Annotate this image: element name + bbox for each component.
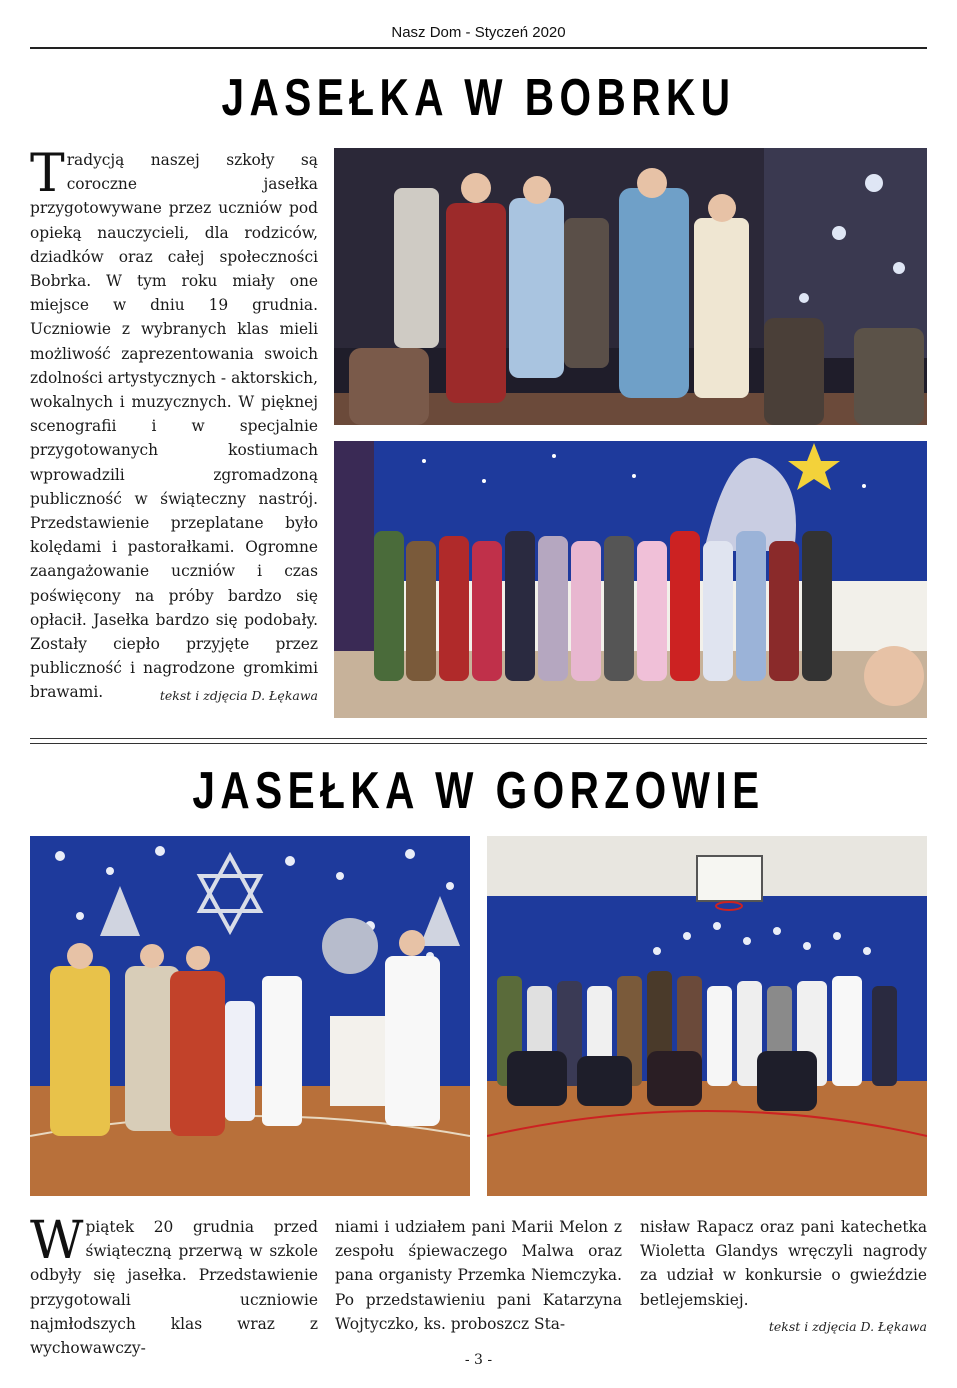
photo-credit: tekst i zdjęcia D. Łękawa <box>768 1319 927 1334</box>
section-separator <box>30 738 927 744</box>
drop-cap: W <box>30 1211 84 1271</box>
choir-stage-photo <box>334 441 927 718</box>
page-number: - 3 - <box>464 1352 493 1368</box>
article-body-gorzow-col1 <box>30 1211 318 1360</box>
running-header: Nasz Dom - Styczeń 2020 <box>391 24 566 41</box>
article-text: piątek 20 grudnia przed świąteczną przerwą w szkole odbyły się jasełka. Przedstawienie przygotowali uczniowie najmłodszych klas wraz z wychowawczy- <box>30 1218 318 1358</box>
header-rule <box>30 47 927 49</box>
three-kings-photo <box>30 836 470 1196</box>
gym-hall-photo <box>487 836 927 1196</box>
nativity-stage-photo <box>334 148 927 425</box>
article-body-gorzow-col3: nisław Rapacz oraz pani katechetka Wioletta Glandys wręczyli nagrody za udział w konkursie o gwieździe betlejemskiej. <box>640 1218 927 1309</box>
article-title-bobrek: JASEŁKA W BOBRKU <box>221 69 736 127</box>
article-text: radycją naszej szkoły są coroczne jasełka przygotowywane przez uczniów pod opieką nauczycieli, dla rodziców, dziadków oraz całej społeczności Bobrka. W tym roku miały one miejsce w dniu 19 grudnia. Uczniowie z wybranych klas mieli możliwość zaprezentowania swoich zdolności artystycznych - aktorskich, wokalnych i muzycznych. W pięknej scenografii i w specjalnie przygotowanych kostiumach wprowadzili zgromadzoną publiczność w świąteczny nastrój. Przedstawienie przeplatane było kolędami i pastorałkami. Ogromne zaangażowanie uczniów i czas poświęcony na próby bardzo się opłacił. Jasełka bardzo się podobały. Zostały ciepło przyjęte przez publiczność i nagrodzone gromkimi brawami. <box>30 151 318 702</box>
article-title-gorzow: JASEŁKA W GORZOWIE <box>192 762 765 820</box>
photo-credit: tekst i zdjęcia D. Łękawa <box>159 688 318 703</box>
article-body-bobrek <box>30 144 318 705</box>
drop-cap: T <box>30 144 65 204</box>
article-body-gorzow-col2: niami i udziałem pani Marii Melon z zespołu śpiewaczego Malwa oraz pana organisty Przemka Niemczyka. Po przedstawieniu pani Katarzyna Wojtyczko, ks. proboszcz Sta- <box>335 1218 622 1333</box>
